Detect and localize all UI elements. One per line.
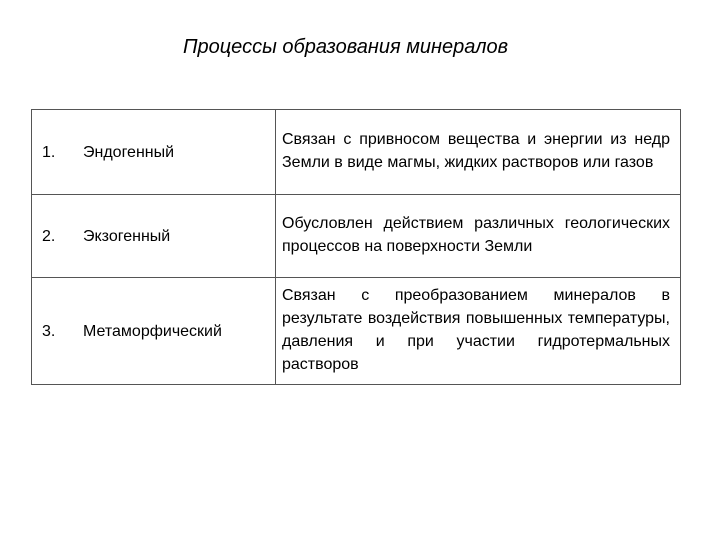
process-name: Эндогенный (79, 110, 276, 195)
page-title: Процессы образования минералов (183, 36, 509, 58)
process-name: Экзогенный (79, 195, 276, 278)
table-row (32, 278, 681, 385)
process-description: Связан с преобразованием минералов в результате воздействия повышенных температуры, давления и при участии гидротермальных растворов (276, 278, 681, 385)
table-row (32, 195, 681, 278)
row-number: 1. (32, 110, 80, 195)
table-row (32, 110, 681, 195)
row-number: 2. (32, 195, 80, 278)
process-description: Связан с привносом вещества и энергии из недр Земли в виде магмы, жидких растворов или газов (276, 110, 681, 195)
process-description: Обусловлен действием различных геологических процессов на поверхности Земли (276, 195, 681, 278)
minerals-process-table (31, 109, 681, 385)
process-name: Метаморфический (79, 278, 276, 385)
row-number: 3. (32, 278, 80, 385)
